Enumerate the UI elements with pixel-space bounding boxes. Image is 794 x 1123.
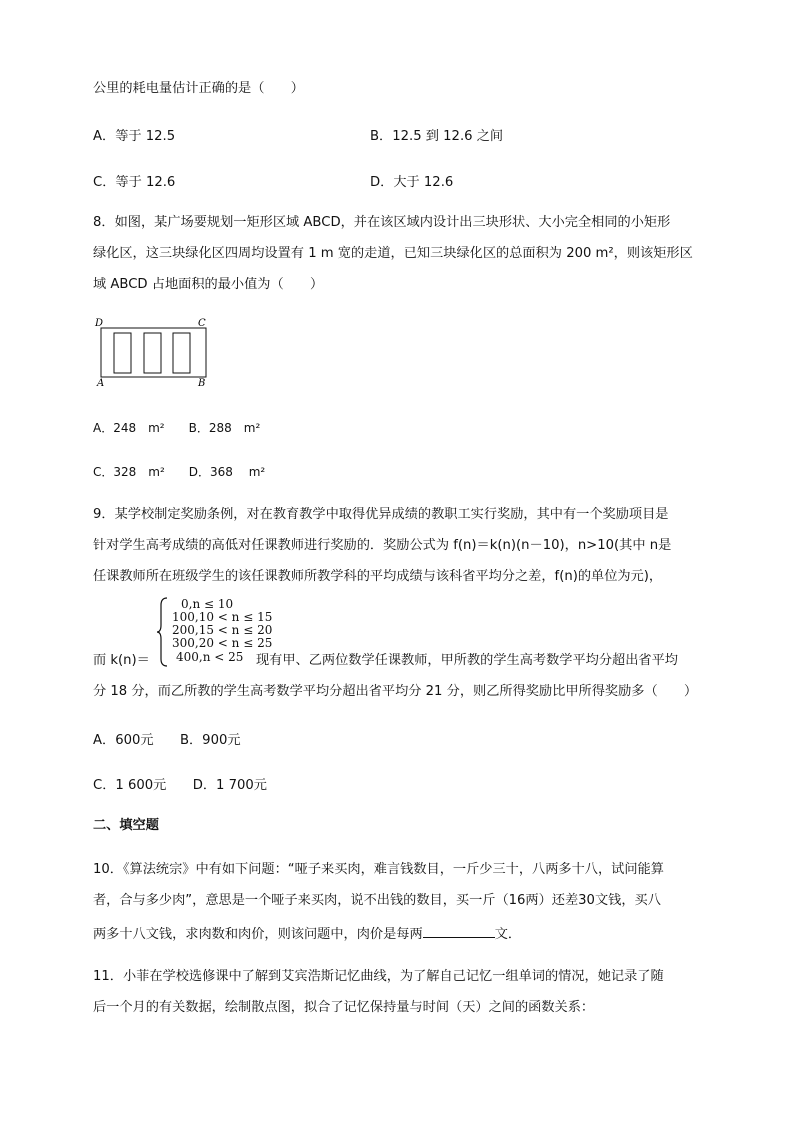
green-area-2 bbox=[144, 333, 161, 373]
q9-stem-line-1: 9．某学校制定奖励条例，对在教育教学中取得优异成绩的教职工实行奖励，其中有一个奖励项目是 bbox=[93, 507, 669, 522]
q7-option-a: A．等于 12.5 bbox=[93, 129, 176, 144]
q7-option-d: D．大于 12.6 bbox=[370, 175, 454, 190]
q11-stem-line-1: 11．小菲在学校选修课中了解到艾宾浩斯记忆曲线，为了解自己记忆一组单词的情况，她记录了随 bbox=[93, 969, 664, 984]
q9-options-cd: C．1 600元 D．1 700元 bbox=[93, 778, 267, 793]
q10-stem-line-1: 10．《算法统宗》中有如下问题：“哑子来买肉，难言钱数目，一斤少三十，八两多十八，试问能算 bbox=[93, 862, 664, 877]
q9-stem-line-4: 现有甲、乙两位数学任课教师，甲所教的学生高考数学平均分超出省平均 bbox=[256, 653, 678, 668]
q9-stem-line-2: 针对学生高考成绩的高低对任课教师进行奖励的．奖励公式为 f(n)＝k(n)(n－10)，n>10(其中 n是 bbox=[93, 538, 672, 553]
piecewise-case-5: 400,n < 25 bbox=[176, 650, 244, 664]
q8-stem-line-2: 绿化区，这三块绿化区四周均设置有 1 m 宽的走道，已知三块绿化区的总面积为 200 m²，则该矩形区 bbox=[93, 246, 693, 261]
q9-stem-line-3: 任课教师所在班级学生的该任课教师所教学科的平均成绩与该科省平均分之差，f(n)的单位为元)， bbox=[93, 569, 663, 584]
q11-stem-line-2: 后一个月的有关数据，绘制散点图，拟合了记忆保持量与时间（天）之间的函数关系： bbox=[93, 1000, 595, 1015]
q9-kn-prefix: 而 k(n)＝ bbox=[93, 653, 150, 668]
vertex-label-c: C bbox=[198, 318, 206, 329]
q10-stem-line-3 bbox=[93, 925, 521, 941]
section-title-fill-in: 二、填空题 bbox=[93, 818, 159, 833]
piecewise-brace bbox=[156, 597, 170, 667]
q9-options-ab: A．600元 B．900元 bbox=[93, 733, 241, 748]
vertex-label-a: A bbox=[97, 378, 105, 389]
vertex-label-d: D bbox=[95, 318, 104, 329]
piecewise-case-1: 0,n ≤ 10 bbox=[181, 597, 234, 611]
q10-line3-prefix: 两多十八文钱，求肉数和肉价，则该问题中，肉价是每两 bbox=[93, 927, 423, 942]
piecewise-case-4: 300,20 < n ≤ 25 bbox=[172, 636, 273, 650]
piecewise-case-3: 200,15 < n ≤ 20 bbox=[172, 623, 273, 637]
q7-option-b: B．12.5 到 12.6 之间 bbox=[370, 129, 504, 144]
answer-blank[interactable] bbox=[423, 925, 495, 938]
q10-stem-line-2: 者，合与多少肉”，意思是一个哑子来买肉，说不出钱的数目，买一斤（16两）还差30文钱，买八 bbox=[93, 893, 661, 908]
piecewise-case-2: 100,10 < n ≤ 15 bbox=[172, 610, 273, 624]
q8-rectangle-figure bbox=[92, 314, 222, 390]
vertex-label-b: B bbox=[198, 378, 206, 389]
q8-stem-line-1: 8．如图，某广场要规划一矩形区域 ABCD，并在该区域内设计出三块形状、大小完全相同的小矩形 bbox=[93, 215, 671, 230]
q8-options-ab: A．248 m² B．288 m² bbox=[93, 421, 261, 435]
q8-options-cd: C．328 m² D．368 m² bbox=[93, 465, 266, 479]
q7-stem-tail: 公里的耗电量估计正确的是（ ） bbox=[93, 81, 304, 96]
green-area-1 bbox=[114, 333, 131, 373]
q9-stem-line-5: 分 18 分，而乙所教的学生高考数学平均分超出省平均分 21 分，则乙所得奖励比甲所得奖励多（ ） bbox=[93, 684, 698, 699]
q8-stem-line-3: 域 ABCD 占地面积的最小值为（ ） bbox=[93, 277, 324, 292]
q10-line3-suffix: 文． bbox=[494, 927, 522, 942]
q7-option-c: C．等于 12.6 bbox=[93, 175, 176, 190]
green-area-3 bbox=[173, 333, 190, 373]
